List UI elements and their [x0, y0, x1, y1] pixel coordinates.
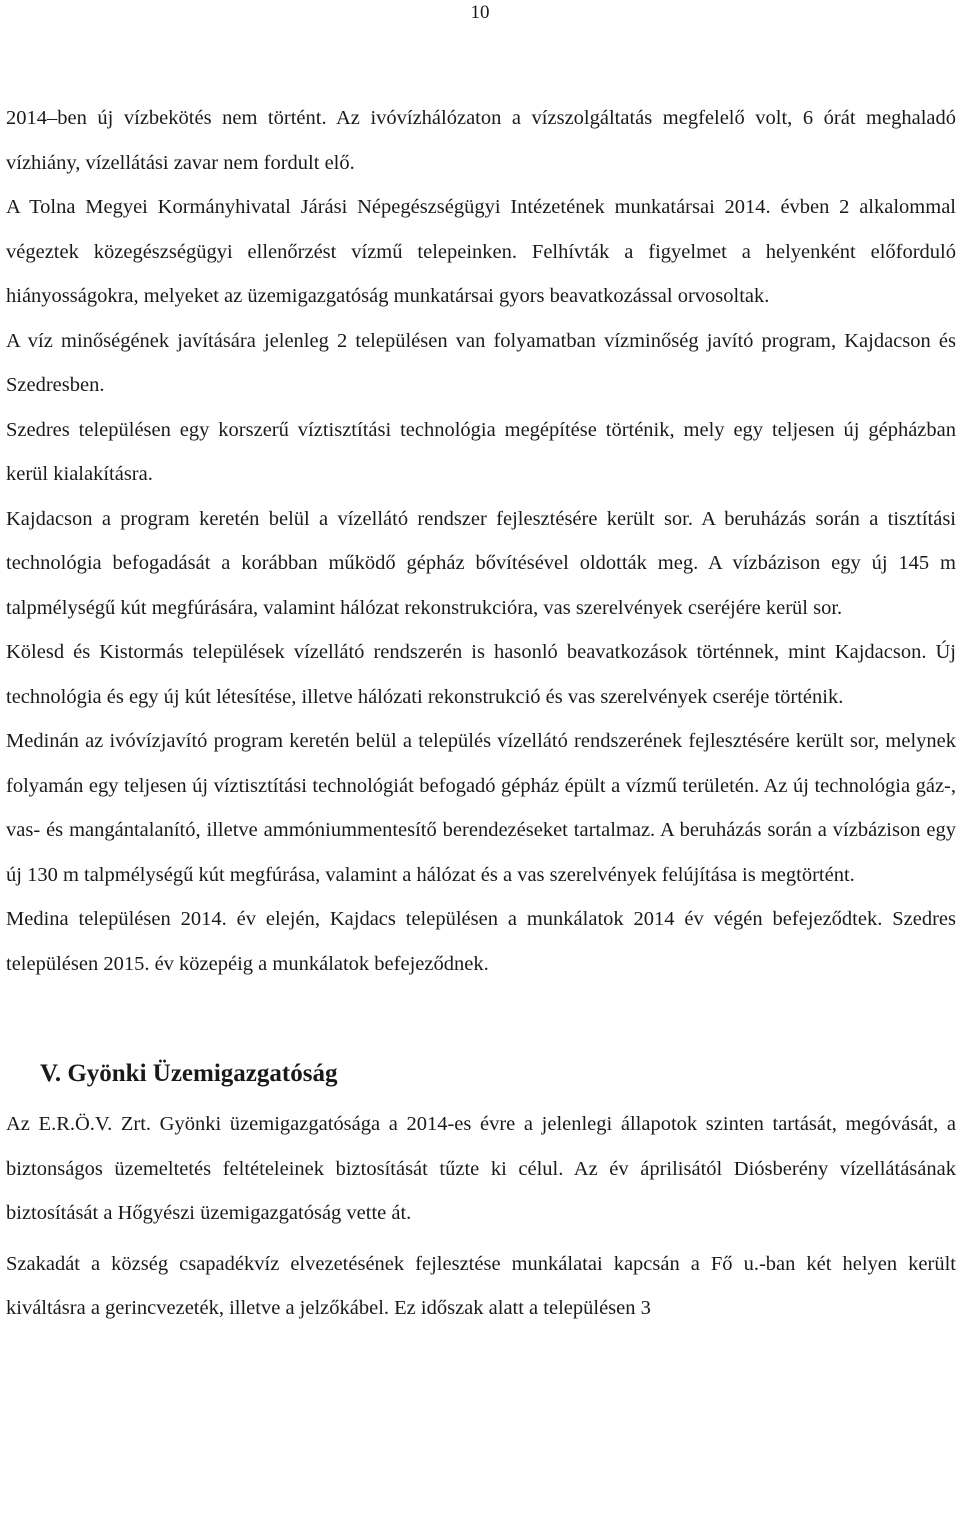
paragraph-gyonk-goals: Az E.R.Ö.V. Zrt. Gyönki üzemigazgatósága a 2014-es évre a jelenlegi állapotok szinten tartását, megóvását, a biztonságos üzemeltetés feltételeinek biztosítását tűzte ki célul. Az év áprilisától Diósberény vízellátásának biztosítását a Hőgyészi üzemigazgatóság vette át. [6, 1113, 956, 1224]
section-heading: V. Gyönki Üzemigazgatóság [40, 1060, 338, 1087]
paragraph-szedres: Szedres településen egy korszerű víztisztítási technológia megépítése történik, mely egy teljesen új gépházban kerül kialakításra. [6, 418, 956, 485]
document-body [6, 96, 956, 1331]
paragraph-completion: Medina településen 2014. év elején, Kajdacs településen a munkálatok 2014 év végén befejeződtek. Szedres településen 2015. év közepéig a munkálatok befejeződnek. [6, 908, 956, 975]
paragraph-medina: Medinán az ivóvízjavító program keretén belül a település vízellátó rendszerének fejlesztésére került sor, melynek folyamán egy teljesen új víztisztítási technológiát befogadó gépház épült a vízmű területén. Az új technológia gáz-, vas- és mangántalanító, illetve ammóniummentesítő berendezéseket tartalmaz. A beruházás során a vízbázison egy új 130 m talpmélységű kút megfúrása, valamint a hálózat és a vas szerelvények felújítása is megtörtént. [6, 730, 956, 886]
paragraph-szakadat: Szakadát a község csapadékvíz elvezetésének fejlesztése munkálatai kapcsán a Fő u.-ban két helyen került kiváltásra a gerincvezeték, illetve a jelzőkábel. Ez időszak alatt a településen 3 [6, 1252, 956, 1319]
page-number: 10 [470, 2, 490, 23]
paragraph-health-inspection: A Tolna Megyei Kormányhivatal Járási Népegészségügyi Intézetének munkatársai 2014. évben 2 alkalommal végeztek közegészségügyi ellenőrzést vízmű telepeinken. Felhívták a figyelmet a helyenként előforduló hiányosságokra, melyeket az üzemigazgatóság munkatársai gyors beavatkozással orvosoltak. [6, 196, 956, 307]
paragraph-quality-program: A víz minőségének javítására jelenleg 2 településen van folyamatban vízminőség javító program, Kajdacson és Szedresben. [6, 329, 956, 396]
paragraph-kolesd-kistormas: Kölesd és Kistormás települések vízellátó rendszerén is hasonló beavatkozások történnek, mint Kajdacson. Új technológia és egy új kút létesítése, illetve hálózati rekonstrukció és vas szerelvények cseréje történik. [6, 641, 956, 708]
paragraph-kajdacs: Kajdacson a program keretén belül a vízellátó rendszer fejlesztésére került sor. A beruházás során a tisztítási technológia befogadását a korábban működő gépház bővítésével oldották meg. A vízbázison egy új 145 m talpmélységű kút megfúrására, valamint hálózat rekonstrukcióra, vas szerelvények cseréjére kerül sor. [6, 507, 956, 619]
paragraph-water-connections: 2014–ben új vízbekötés nem történt. Az ivóvízhálózaton a vízszolgáltatás megfelelő volt, 6 órát meghaladó vízhiány, vízellátási zavar nem fordult elő. [6, 107, 956, 174]
